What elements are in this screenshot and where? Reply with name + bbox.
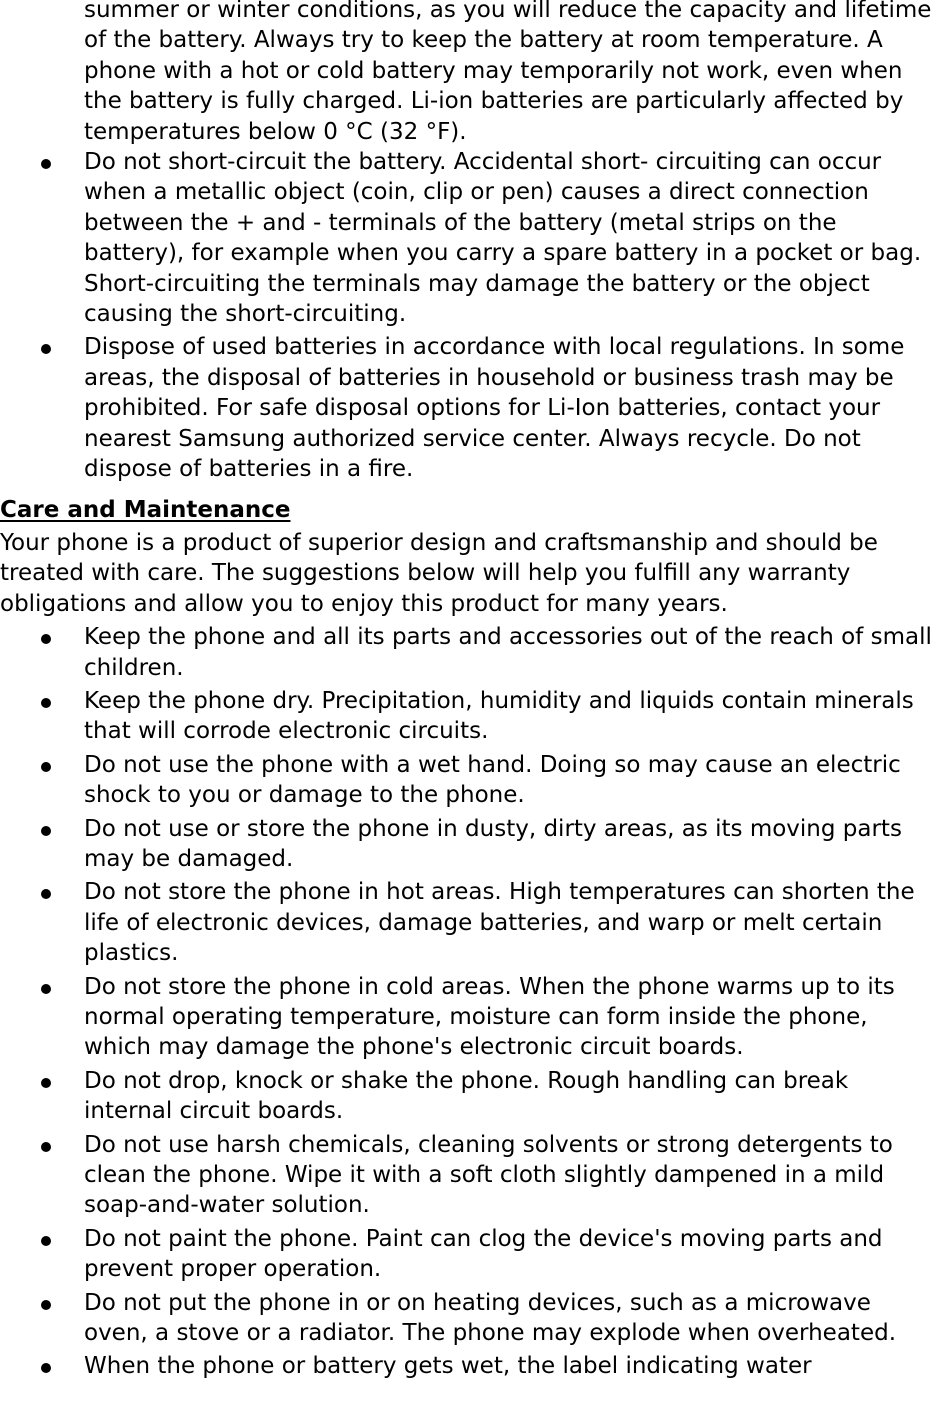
list-item bbox=[0, 622, 936, 683]
list-item-text: Do not put the phone in or on heating devices, such as a microwave oven, a stove or a radiator. The phone may explode when overheated. bbox=[84, 1289, 897, 1347]
bullet-icon bbox=[41, 762, 51, 772]
battery-bullet-list bbox=[0, 147, 936, 484]
list-item-text: Keep the phone and all its parts and accessories out of the reach of small children. bbox=[84, 624, 932, 681]
bullet-icon bbox=[41, 698, 51, 708]
list-item bbox=[0, 686, 936, 747]
list-item-text: Do not short-circuit the battery. Accidental short- circuiting can occur when a metallic object (coin, clip or pen) causes a direct connection between the + and - terminals of the battery (metal strips on the battery), for example when you carry a spare battery in a pocket or bag. Short-circuiting the terminals may damage the battery or the object causing the short-circuiting. bbox=[84, 149, 922, 328]
list-item bbox=[0, 332, 936, 484]
bullet-icon bbox=[41, 826, 51, 836]
list-item-text: Do not use harsh chemicals, cleaning solvents or strong detergents to clean the phone. Wipe it with a soft cloth slightly dampened in a mild soap-and-water solution. bbox=[84, 1131, 893, 1219]
list-item-text: Do not store the phone in cold areas. When the phone warms up to its normal operating temperature, moisture can form inside the phone, which may damage the phone's electronic circuit boards. bbox=[84, 973, 895, 1061]
list-item-text: Do not drop, knock or shake the phone. Rough handling can break internal circuit boards. bbox=[84, 1067, 849, 1125]
list-item-text: Do not use or store the phone in dusty, dirty areas, as its moving parts may be damaged. bbox=[84, 815, 902, 872]
list-item bbox=[0, 147, 936, 329]
bullet-icon bbox=[41, 1236, 51, 1246]
list-item bbox=[0, 814, 936, 875]
section-heading: Care and Maintenance bbox=[0, 496, 291, 523]
list-item-text: Do not paint the phone. Paint can clog the device's moving parts and prevent proper operation. bbox=[84, 1225, 883, 1283]
bullet-icon bbox=[41, 1300, 51, 1310]
care-bullet-list bbox=[0, 622, 936, 1382]
bullet-icon bbox=[41, 344, 51, 354]
bullet-icon bbox=[41, 1078, 51, 1088]
list-item-text: When the phone or battery gets wet, the label indicating water bbox=[84, 1353, 812, 1380]
bullet-icon bbox=[41, 159, 51, 169]
list-item bbox=[0, 972, 936, 1063]
battery-continuation-paragraph: summer or winter conditions, as you will reduce the capacity and lifetime of the battery. Always try to keep the battery at room temperature. A phone with a hot or cold battery may temporarily not work, even when the battery is fully charged. Li-ion batteries are particularly affected by temperatures below 0 °C (32 °F). bbox=[84, 0, 932, 145]
list-item bbox=[0, 1351, 936, 1381]
bullet-icon bbox=[41, 634, 51, 644]
list-item bbox=[0, 1130, 936, 1221]
list-item-text: Dispose of used batteries in accordance with local regulations. In some areas, the disposal of batteries in household or business trash may be prohibited. For safe disposal options for Li-Ion batteries, contact your nearest Samsung authorized service center. Always recycle. Do not dispose of batteries in a fire. bbox=[84, 334, 905, 483]
bullet-icon bbox=[41, 984, 51, 994]
list-item bbox=[0, 1224, 936, 1285]
bullet-icon bbox=[41, 1363, 51, 1373]
list-item bbox=[0, 877, 936, 968]
list-item-text: Do not store the phone in hot areas. High temperatures can shorten the life of electronic devices, damage batteries, and warp or melt certain plastics. bbox=[84, 879, 915, 967]
list-item-text: Do not use the phone with a wet hand. Doing so may cause an electric shock to you or damage to the phone. bbox=[84, 751, 901, 809]
list-item-text: Keep the phone dry. Precipitation, humidity and liquids contain minerals that will corrode electronic circuits. bbox=[84, 687, 914, 745]
care-and-maintenance-section bbox=[0, 495, 936, 1382]
section-intro-paragraph: Your phone is a product of superior design and craftsmanship and should be treated with care. The suggestions below will help you fulfill any warranty obligations and allow you to enjoy this product for many years. bbox=[0, 529, 878, 617]
list-item bbox=[0, 1288, 936, 1349]
list-item bbox=[0, 1066, 936, 1127]
bullet-icon bbox=[41, 889, 51, 899]
list-item bbox=[0, 750, 936, 811]
bullet-icon bbox=[41, 1142, 51, 1152]
